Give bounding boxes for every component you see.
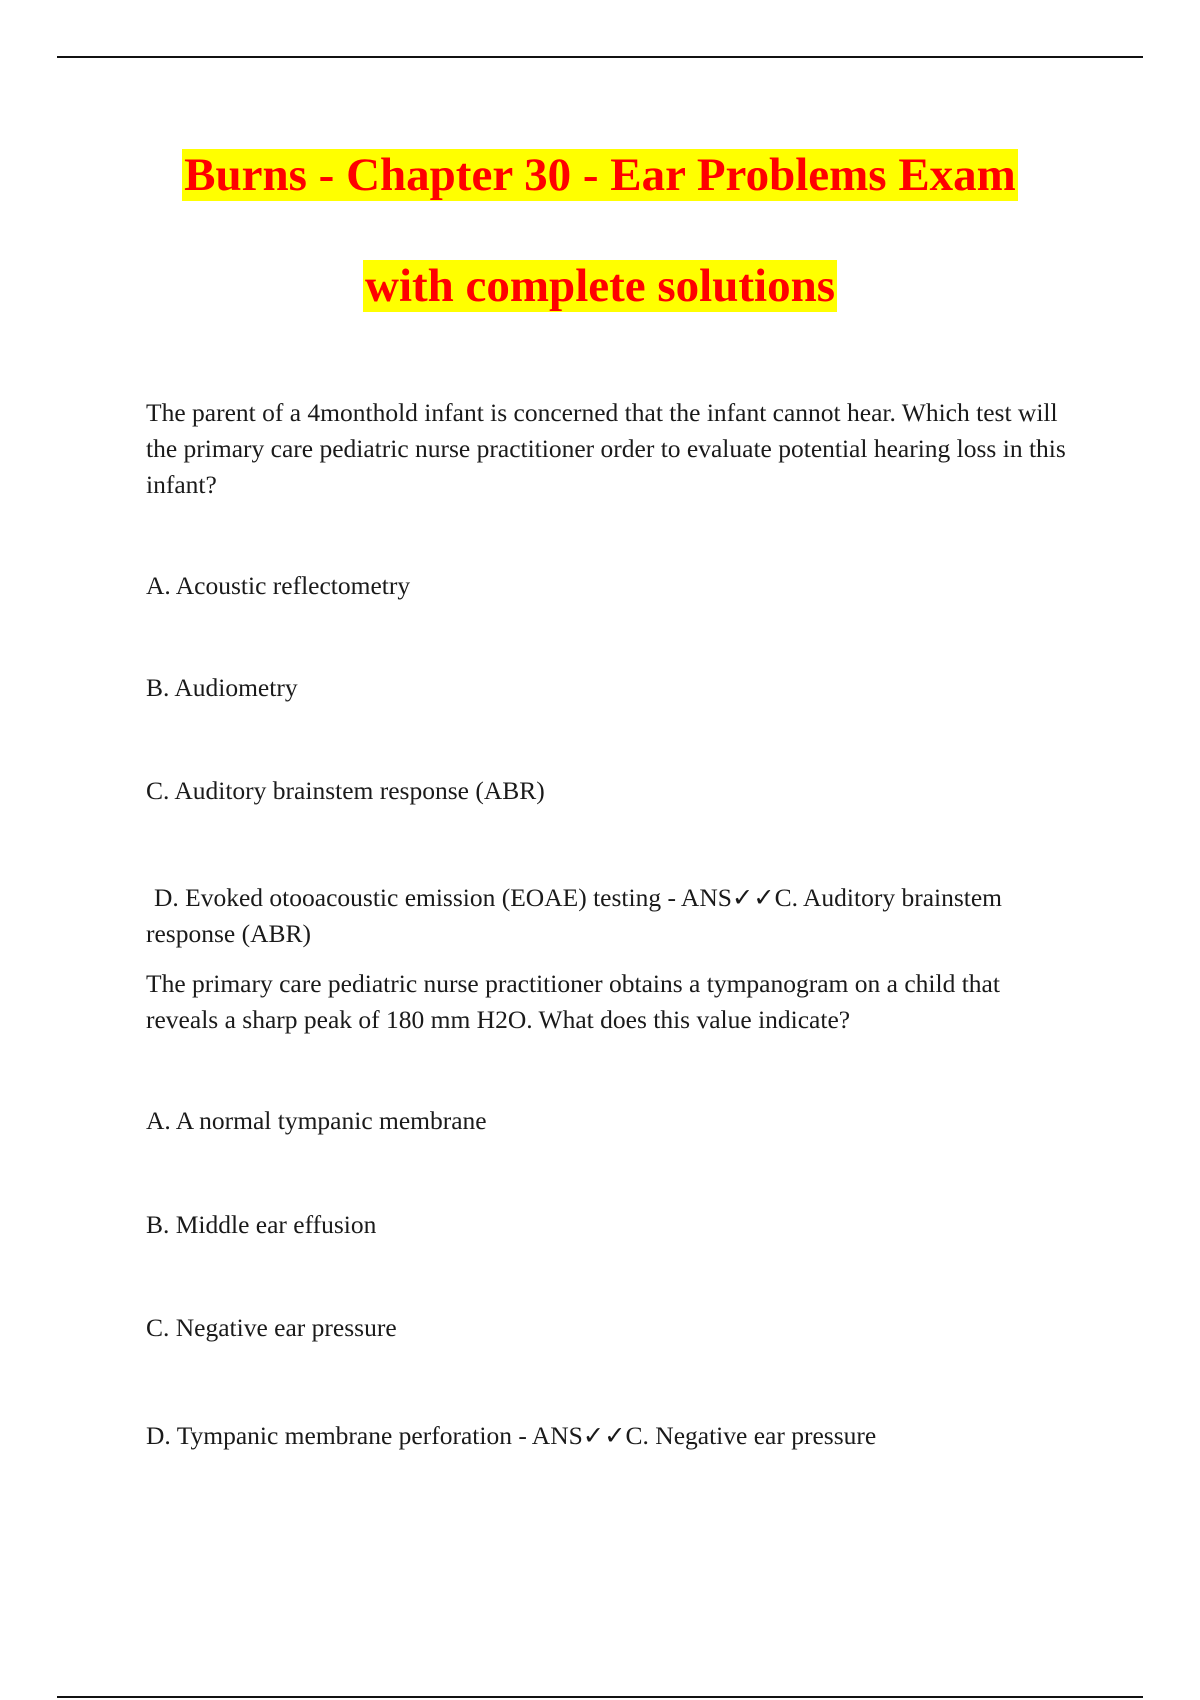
question-1-prompt: The parent of a 4monthold infant is concerned that the infant cannot hear. Which test will the primary care pediatric nurse practitioner order to evaluate potential hearing loss in this infant?: [146, 398, 1066, 499]
question-2-option-b: B. Middle ear effusion: [146, 1210, 377, 1239]
document-title-highlight: with complete solutions: [365, 260, 835, 312]
question-2-option-a: A. A normal tympanic membrane: [146, 1106, 487, 1135]
top-divider: [57, 56, 1143, 58]
question-1-option-a: A. Acoustic reflectometry: [146, 571, 411, 600]
bottom-divider: [57, 1696, 1143, 1698]
question-2-option-d-answer: D. Tympanic membrane perforation - ANS✓✓C. Negative ear pressure: [146, 1421, 877, 1450]
question-1-option-c: C. Auditory brainstem response (ABR): [146, 776, 545, 805]
document-title-line-2: [0, 257, 1200, 315]
question-2-prompt: The primary care pediatric nurse practitioner obtains a tympanogram on a child that reveals a sharp peak of 180 mm H2O. What does this value indicate?: [146, 969, 1000, 1034]
question-2-option-c: C. Negative ear pressure: [146, 1313, 397, 1342]
document-title-highlight: Burns - Chapter 30 - Ear Problems Exam: [184, 149, 1016, 201]
question-1-option-b: B. Audiometry: [146, 673, 298, 702]
document-title-line-1: [0, 146, 1200, 204]
question-1-option-d-answer: D. Evoked otooacoustic emission (EOAE) testing - ANS✓✓C. Auditory brainstem response (ABR): [146, 883, 1003, 948]
